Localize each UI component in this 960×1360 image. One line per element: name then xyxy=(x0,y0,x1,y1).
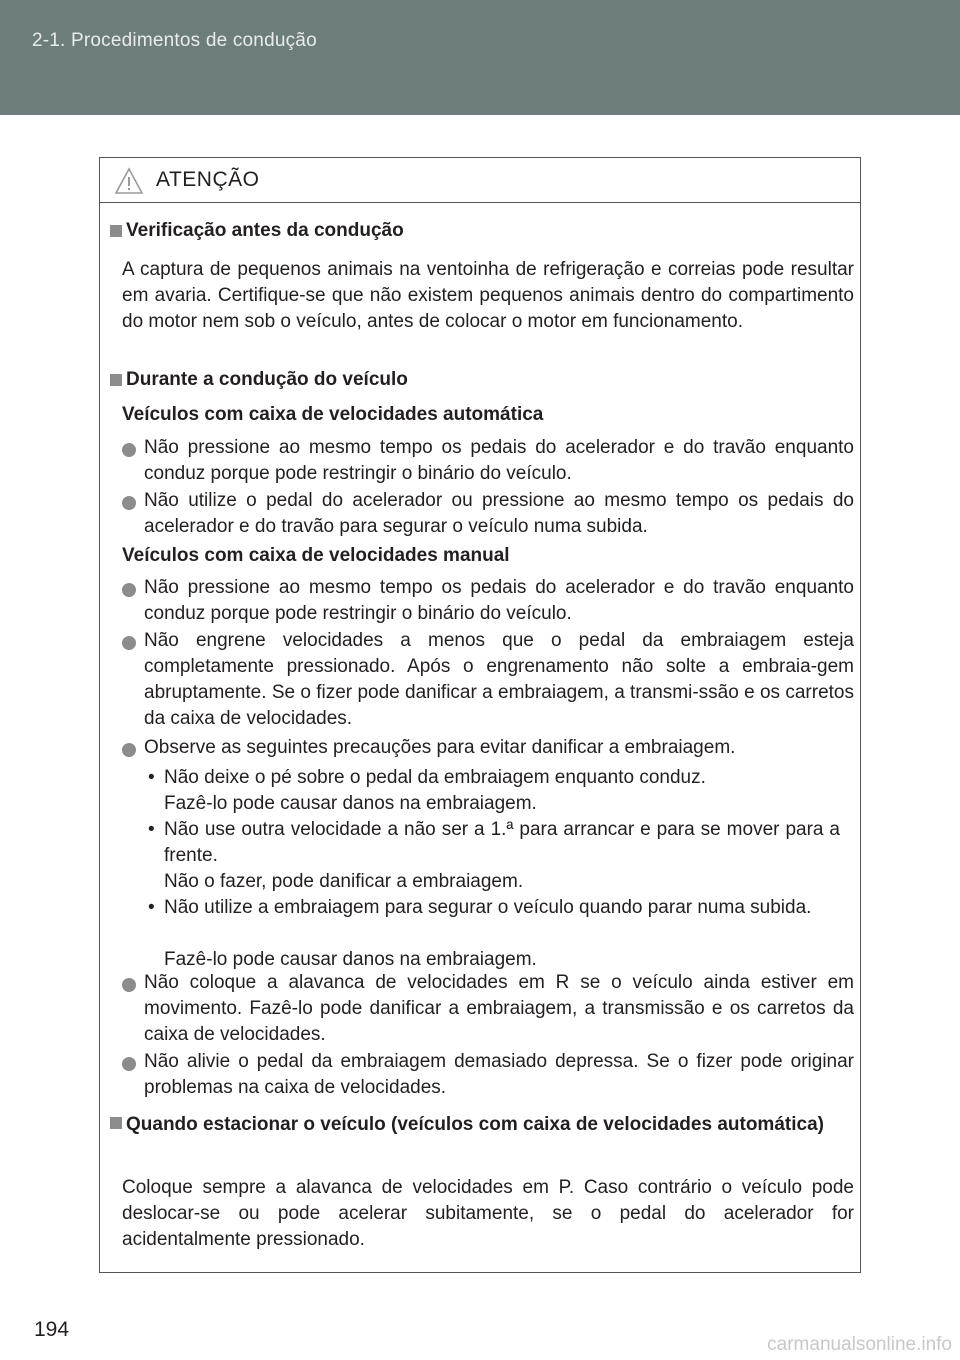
sub-bullet-note: Não o fazer, pode danificar a embraiagem. xyxy=(164,871,524,892)
section-marker-icon xyxy=(110,225,122,237)
section-marker-icon xyxy=(110,374,122,386)
bullet-icon xyxy=(122,636,136,650)
header-bar xyxy=(0,0,960,115)
sub-bullet-text: Não use outra velocidade a não ser a 1.ª para arrancar e para se mover para a frente. xyxy=(164,819,840,866)
bullet-icon xyxy=(122,978,136,992)
subheading: Veículos com caixa de velocidades automática xyxy=(122,404,544,425)
warning-title: ATENÇÃO xyxy=(156,168,260,191)
bullet-text: Não utilize o pedal do acelerador ou pressione ao mesmo tempo os pedais do acelerador e do travão para segurar o veículo numa subida. xyxy=(144,490,854,537)
section-title: 2-1. Procedimentos de condução xyxy=(32,30,317,51)
sub-bullet-text: Não deixe o pé sobre o pedal da embraiagem enquanto conduz. xyxy=(164,767,706,788)
warning-box xyxy=(99,157,861,1273)
bullet-text: Observe as seguintes precauções para evitar danificar a embraiagem. xyxy=(144,737,736,758)
watermark: carmanualsonline.info xyxy=(767,1334,952,1355)
section-text: A captura de pequenos animais na ventoinha de refrigeração e correias pode resultar em avaria. Certifique-se que não existem pequenos animais dentro do compartimento do motor nem sob o veículo, antes de colocar o motor em funcionamento. xyxy=(122,259,854,332)
sub-bullet-icon: • xyxy=(148,897,155,918)
bullet-text: Não engrene velocidades a menos que o pedal da embraiagem esteja completamente pressionado. Após o engrenamento não solte a embraia-gem abruptamente. Se o fizer pode danificar a embraiagem, a transmi-ssão e os carretos da caixa de velocidades. xyxy=(144,630,854,729)
bullet-icon xyxy=(122,583,136,597)
warning-triangle-icon xyxy=(114,167,144,195)
section-marker-icon xyxy=(110,1117,122,1129)
section-heading: Quando estacionar o veículo (veículos com caixa de velocidades automática) xyxy=(126,1114,824,1135)
bullet-icon xyxy=(122,743,136,757)
bullet-icon xyxy=(122,443,136,457)
section-heading: Verificação antes da condução xyxy=(126,220,404,241)
bullet-text: Não pressione ao mesmo tempo os pedais do acelerador e do travão enquanto conduz porque pode restringir o binário do veículo. xyxy=(144,577,854,624)
sub-bullet-icon: • xyxy=(148,819,155,840)
bullet-icon xyxy=(122,496,136,510)
section-text: Coloque sempre a alavanca de velocidades em P. Caso contrário o veículo pode deslocar-se ou pode acelerar subitamente, se o pedal do acelerador for acidentalmente pressionado. xyxy=(122,1177,854,1250)
sub-bullet-text: Não utilize a embraiagem para segurar o veículo quando parar numa subida. xyxy=(164,897,812,918)
bullet-icon xyxy=(122,1057,136,1071)
sub-bullet-note: Fazê-lo pode causar danos na embraiagem. xyxy=(164,793,537,814)
warning-header xyxy=(100,158,860,203)
bullet-text: Não alivie o pedal da embraiagem demasiado depressa. Se o fizer pode originar problemas na caixa de velocidades. xyxy=(144,1051,854,1098)
subheading: Veículos com caixa de velocidades manual xyxy=(122,545,510,566)
bullet-text: Não coloque a alavanca de velocidades em R se o veículo ainda estiver em movimento. Fazê-lo pode danificar a embraiagem, a transmissão e os carretos da caixa de velocidades. xyxy=(144,972,854,1045)
page-number: 194 xyxy=(34,1318,70,1341)
sub-bullet-icon: • xyxy=(148,767,155,788)
section-heading: Durante a condução do veículo xyxy=(126,369,408,390)
sub-bullet-note: Fazê-lo pode causar danos na embraiagem. xyxy=(164,949,537,970)
bullet-text: Não pressione ao mesmo tempo os pedais do acelerador e do travão enquanto conduz porque pode restringir o binário do veículo. xyxy=(144,437,854,484)
